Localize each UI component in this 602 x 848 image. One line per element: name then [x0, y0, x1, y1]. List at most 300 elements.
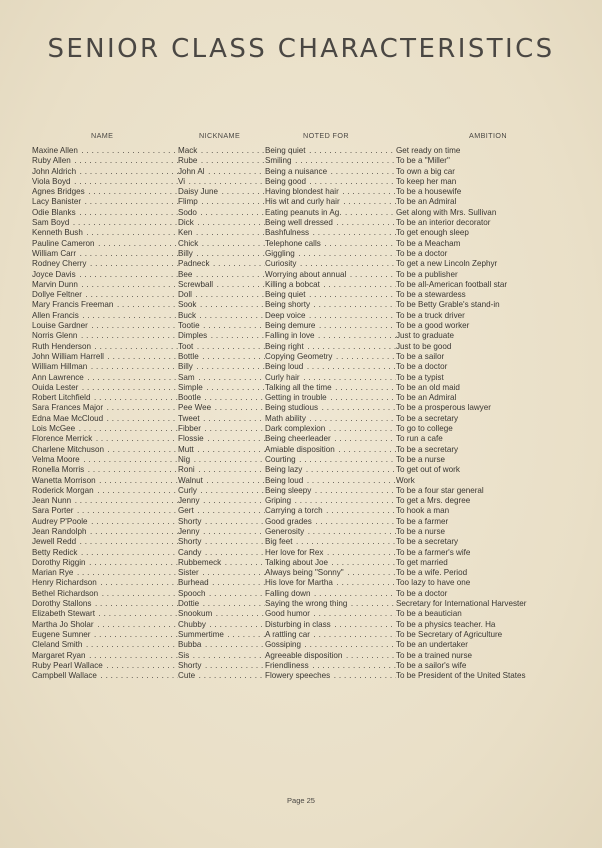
- cell-text: Her love for Rex: [265, 547, 324, 557]
- cell-text: To be a beautician: [396, 609, 462, 619]
- cell-text: Copying Geometry: [265, 351, 333, 361]
- cell-text: To be a "Miller": [396, 156, 450, 166]
- cell-ambition: [396, 506, 586, 516]
- header-ambition: AMBITION: [469, 131, 507, 140]
- table-row: [0, 383, 602, 393]
- cell-noted-for: [265, 383, 396, 393]
- cell-name: [32, 414, 178, 424]
- cell-text: To get out of work: [396, 465, 460, 475]
- cell-text: Being right: [265, 341, 304, 351]
- cell-ambition: [396, 311, 586, 321]
- cell-text: To get a new Lincoln Zephyr: [396, 259, 498, 269]
- cell-nickname: [178, 362, 265, 372]
- cell-noted-for: [265, 609, 396, 619]
- cell-text: Bootle: [178, 393, 201, 403]
- table-row: [0, 424, 602, 434]
- cell-text: His wit and curly hair: [265, 197, 340, 207]
- cell-name: [32, 362, 178, 372]
- cell-text: Daisy June: [178, 187, 219, 197]
- cell-noted-for: [265, 578, 396, 588]
- cell-text: Bottle: [178, 351, 199, 361]
- table-row: [0, 187, 602, 197]
- cell-text: Bubba: [178, 640, 202, 650]
- cell-text: To get married: [396, 557, 448, 567]
- cell-text: Having blondest hair: [265, 187, 339, 197]
- cell-name: [32, 630, 178, 640]
- table-row: [0, 609, 602, 619]
- cell-text: Snookum: [178, 609, 213, 619]
- cell-text: Falling in love: [265, 331, 315, 341]
- cell-text: Ruby Pearl Wallace: [32, 660, 103, 670]
- cell-name: [32, 167, 178, 177]
- cell-text: Betty Redick: [32, 547, 78, 557]
- cell-nickname: [178, 568, 265, 578]
- table-row: [0, 228, 602, 238]
- cell-noted-for: [265, 517, 396, 527]
- cell-name: [32, 558, 178, 568]
- cell-nickname: [178, 239, 265, 249]
- cell-name: [32, 156, 178, 166]
- cell-text: To be President of the United States: [396, 671, 526, 681]
- cell-ambition: [396, 589, 586, 599]
- table-row: [0, 270, 602, 280]
- cell-text: Burhead: [178, 578, 209, 588]
- cell-ambition: [396, 383, 586, 393]
- cell-text: To be a publisher: [396, 269, 458, 279]
- cell-text: Griping: [265, 496, 292, 506]
- cell-noted-for: [265, 373, 396, 383]
- cell-name: [32, 424, 178, 434]
- cell-text: Sara Porter: [32, 506, 74, 516]
- cell-ambition: [396, 434, 586, 444]
- cell-name: [32, 403, 178, 413]
- cell-name: [32, 249, 178, 259]
- cell-text: Good grades: [265, 516, 312, 526]
- cell-noted-for: [265, 403, 396, 413]
- cell-nickname: [178, 187, 265, 197]
- cell-text: Screwball: [178, 279, 214, 289]
- table-row: [0, 259, 602, 269]
- cell-name: [32, 445, 178, 455]
- page-number: Page 25: [287, 796, 315, 805]
- table-row: [0, 167, 602, 177]
- cell-text: Henry Richardson: [32, 578, 97, 588]
- cell-text: Jean Nunn: [32, 496, 72, 506]
- table-row: [0, 218, 602, 228]
- cell-noted-for: [265, 661, 396, 671]
- cell-name: [32, 342, 178, 352]
- cell-ambition: [396, 403, 586, 413]
- cell-text: William Carr: [32, 248, 77, 258]
- cell-text: Rube: [178, 156, 198, 166]
- table-row: [0, 290, 602, 300]
- cell-text: Lois McGee: [32, 424, 76, 434]
- cell-text: Just to be good: [396, 341, 452, 351]
- cell-noted-for: [265, 197, 396, 207]
- cell-nickname: [178, 558, 265, 568]
- cell-text: Jenny: [178, 526, 200, 536]
- cell-text: Fibber: [178, 424, 201, 434]
- cell-nickname: [178, 383, 265, 393]
- cell-text: Florence Merrick: [32, 434, 93, 444]
- cell-name: [32, 290, 178, 300]
- table-row: [0, 197, 602, 207]
- cell-noted-for: [265, 177, 396, 187]
- cell-name: [32, 331, 178, 341]
- cell-name: [32, 321, 178, 331]
- cell-text: Roderick Morgan: [32, 485, 94, 495]
- cell-text: To be a sailor: [396, 351, 445, 361]
- cell-text: To go to college: [396, 424, 453, 434]
- cell-text: Norris Glenn: [32, 331, 78, 341]
- cell-text: Sam: [178, 372, 195, 382]
- cell-name: [32, 352, 178, 362]
- cell-nickname: [178, 548, 265, 558]
- cell-text: Tootie: [178, 321, 200, 331]
- cell-nickname: [178, 527, 265, 537]
- cell-text: To be a housewife: [396, 187, 462, 197]
- table-row: [0, 671, 602, 681]
- cell-nickname: [178, 146, 265, 156]
- cell-nickname: [178, 156, 265, 166]
- table-row: [0, 311, 602, 321]
- cell-text: To be a good worker: [396, 321, 470, 331]
- table-row: [0, 342, 602, 352]
- cell-nickname: [178, 486, 265, 496]
- cell-ambition: [396, 218, 586, 228]
- cell-text: John Aldrich: [32, 166, 77, 176]
- table-row: [0, 476, 602, 486]
- cell-text: Sara Frances Major: [32, 403, 104, 413]
- cell-name: [32, 393, 178, 403]
- cell-noted-for: [265, 568, 396, 578]
- cell-name: [32, 620, 178, 630]
- cell-name: [32, 373, 178, 383]
- cell-text: To be a wife. Period: [396, 568, 468, 578]
- cell-text: Jewell Redd: [32, 537, 77, 547]
- cell-ambition: [396, 548, 586, 558]
- cell-text: Get ready on time: [396, 146, 461, 155]
- cell-nickname: [178, 599, 265, 609]
- cell-text: To be a prosperous lawyer: [396, 403, 491, 413]
- cell-ambition: [396, 321, 586, 331]
- table-row: [0, 362, 602, 372]
- cell-text: Doll: [178, 290, 192, 300]
- cell-text: Lacy Banister: [32, 197, 82, 207]
- cell-text: Being a nuisance: [265, 166, 328, 176]
- cell-text: Elizabeth Stewart: [32, 609, 95, 619]
- cell-text: Sodo: [178, 207, 197, 217]
- cell-text: Being lazy: [265, 465, 303, 475]
- cell-ambition: [396, 578, 586, 588]
- cell-text: Bee: [178, 269, 193, 279]
- cell-ambition: [396, 486, 586, 496]
- cell-noted-for: [265, 362, 396, 372]
- table-row: [0, 506, 602, 516]
- cell-noted-for: [265, 434, 396, 444]
- cell-text: To get a Mrs. degree: [396, 496, 471, 506]
- cell-text: Rubbemeck: [178, 557, 222, 567]
- cell-text: Buck: [178, 310, 196, 320]
- cell-noted-for: [265, 187, 396, 197]
- cell-text: Maxine Allen: [32, 146, 78, 155]
- cell-ambition: [396, 599, 586, 609]
- cell-name: [32, 506, 178, 516]
- cell-name: [32, 548, 178, 558]
- cell-text: To be an Admiral: [396, 393, 457, 403]
- cell-nickname: [178, 280, 265, 290]
- cell-text: Marvin Dunn: [32, 279, 78, 289]
- cell-text: Spooch: [178, 588, 206, 598]
- table-row: [0, 630, 602, 640]
- cell-ambition: [396, 290, 586, 300]
- cell-text: To be a secretary: [396, 444, 459, 454]
- cell-ambition: [396, 331, 586, 341]
- cell-text: To be a physics teacher. Ha: [396, 619, 496, 629]
- cell-text: Mary Francis Freeman: [32, 300, 114, 310]
- cell-ambition: [396, 465, 586, 475]
- cell-name: [32, 640, 178, 650]
- cell-text: To hook a man: [396, 506, 450, 516]
- cell-noted-for: [265, 249, 396, 259]
- cell-text: To be an undertaker: [396, 640, 468, 650]
- cell-text: Being sleepy: [265, 485, 312, 495]
- cell-text: Curly: [178, 485, 197, 495]
- cell-name: [32, 517, 178, 527]
- cell-nickname: [178, 640, 265, 650]
- cell-text: To be a doctor: [396, 362, 448, 372]
- cell-text: Being loud: [265, 362, 304, 372]
- cell-text: Flimp: [178, 197, 198, 207]
- cell-ambition: [396, 630, 586, 640]
- cell-name: [32, 496, 178, 506]
- cell-text: Bethel Richardson: [32, 588, 99, 598]
- cell-nickname: [178, 300, 265, 310]
- cell-text: To be a nurse: [396, 454, 446, 464]
- table-row: [0, 455, 602, 465]
- cell-text: Vi: [178, 176, 186, 186]
- cell-nickname: [178, 403, 265, 413]
- cell-name: [32, 527, 178, 537]
- cell-ambition: [396, 228, 586, 238]
- cell-ambition: [396, 300, 586, 310]
- table-row: [0, 321, 602, 331]
- cell-text: Allen Francis: [32, 310, 79, 320]
- cell-name: [32, 259, 178, 269]
- cell-nickname: [178, 331, 265, 341]
- cell-text: Get along with Mrs. Sullivan: [396, 207, 497, 217]
- cell-name: [32, 589, 178, 599]
- cell-text: Talking about Joe: [265, 557, 328, 567]
- cell-text: Nig: [178, 454, 191, 464]
- cell-text: To be a doctor: [396, 588, 448, 598]
- cell-nickname: [178, 630, 265, 640]
- cell-nickname: [178, 197, 265, 207]
- cell-ambition: [396, 455, 586, 465]
- cell-text: Audrey P'Poole: [32, 516, 88, 526]
- cell-ambition: [396, 620, 586, 630]
- cell-text: To be Secretary of Agriculture: [396, 629, 503, 639]
- cell-text: To get enough sleep: [396, 228, 469, 238]
- cell-ambition: [396, 640, 586, 650]
- cell-ambition: [396, 517, 586, 527]
- cell-text: Being good: [265, 176, 306, 186]
- cell-text: Shorty: [178, 660, 202, 670]
- cell-text: Ruth Henderson: [32, 341, 91, 351]
- cell-nickname: [178, 167, 265, 177]
- cell-text: Agnes Bridges: [32, 187, 85, 197]
- cell-ambition: [396, 476, 586, 486]
- cell-text: Amiable disposition: [265, 444, 335, 454]
- cell-name: [32, 187, 178, 197]
- cell-text: Agreeable disposition: [265, 650, 343, 660]
- cell-name: [32, 434, 178, 444]
- cell-text: Pee Wee: [178, 403, 212, 413]
- cell-nickname: [178, 311, 265, 321]
- cell-text: Dark complexion: [265, 424, 326, 434]
- cell-nickname: [178, 208, 265, 218]
- cell-text: Ruby Allen: [32, 156, 71, 166]
- cell-text: Dorothy Stallons: [32, 599, 92, 609]
- cell-ambition: [396, 362, 586, 372]
- cell-noted-for: [265, 589, 396, 599]
- cell-noted-for: [265, 455, 396, 465]
- cell-text: Sook: [178, 300, 197, 310]
- cell-noted-for: [265, 537, 396, 547]
- cell-text: Shorty: [178, 537, 202, 547]
- cell-text: Dimples: [178, 331, 208, 341]
- cell-text: Tweet: [178, 413, 200, 423]
- cell-name: [32, 568, 178, 578]
- cell-text: To run a cafe: [396, 434, 443, 444]
- cell-text: To be Betty Grable's stand-in: [396, 300, 500, 310]
- cell-text: Bashfulness: [265, 228, 310, 238]
- table-row: [0, 373, 602, 383]
- cell-nickname: [178, 414, 265, 424]
- cell-text: Pauline Cameron: [32, 238, 95, 248]
- cell-text: To be a stewardess: [396, 290, 466, 300]
- cell-noted-for: [265, 167, 396, 177]
- cell-ambition: [396, 651, 586, 661]
- cell-nickname: [178, 218, 265, 228]
- table-row: [0, 465, 602, 475]
- cell-name: [32, 465, 178, 475]
- cell-text: Charlene Mitchuson: [32, 444, 104, 454]
- cell-text: To be a typist: [396, 372, 444, 382]
- cell-noted-for: [265, 218, 396, 228]
- cell-text: To be a four star general: [396, 485, 484, 495]
- cell-text: Roni: [178, 465, 195, 475]
- table-row: [0, 558, 602, 568]
- cell-text: Dorothy Riggin: [32, 557, 86, 567]
- cell-name: [32, 599, 178, 609]
- table-row: [0, 599, 602, 609]
- cell-text: Toot: [178, 341, 194, 351]
- cell-nickname: [178, 228, 265, 238]
- cell-noted-for: [265, 270, 396, 280]
- cell-text: To be a sailor's wife: [396, 660, 467, 670]
- cell-text: Wanetta Morrison: [32, 475, 96, 485]
- cell-name: [32, 651, 178, 661]
- table-row: [0, 177, 602, 187]
- cell-ambition: [396, 342, 586, 352]
- cell-noted-for: [265, 156, 396, 166]
- cell-ambition: [396, 568, 586, 578]
- characteristics-table: [0, 146, 602, 681]
- cell-noted-for: [265, 393, 396, 403]
- table-row: [0, 548, 602, 558]
- cell-noted-for: [265, 445, 396, 455]
- cell-text: Velma Moore: [32, 454, 80, 464]
- table-row: [0, 578, 602, 588]
- cell-text: Talking all the time: [265, 382, 332, 392]
- cell-nickname: [178, 177, 265, 187]
- cell-text: To be a Meacham: [396, 238, 461, 248]
- cell-text: To be an old maid: [396, 382, 460, 392]
- cell-name: [32, 300, 178, 310]
- cell-name: [32, 208, 178, 218]
- cell-text: Simple: [178, 382, 203, 392]
- cell-noted-for: [265, 342, 396, 352]
- cell-text: Being cheerleader: [265, 434, 331, 444]
- cell-text: Being loud: [265, 475, 304, 485]
- cell-nickname: [178, 290, 265, 300]
- cell-text: Jean Randolph: [32, 526, 87, 536]
- cell-text: Being quiet: [265, 146, 306, 155]
- cell-ambition: [396, 208, 586, 218]
- table-row: [0, 352, 602, 362]
- cell-noted-for: [265, 239, 396, 249]
- cell-text: To be all-American football star: [396, 279, 508, 289]
- cell-text: Being studious: [265, 403, 319, 413]
- table-row: [0, 414, 602, 424]
- table-row: [0, 486, 602, 496]
- cell-ambition: [396, 424, 586, 434]
- cell-noted-for: [265, 671, 396, 681]
- cell-nickname: [178, 661, 265, 671]
- cell-text: Margaret Ryan: [32, 650, 86, 660]
- cell-text: To be a trained nurse: [396, 650, 473, 660]
- table-row: [0, 146, 602, 156]
- cell-noted-for: [265, 208, 396, 218]
- cell-noted-for: [265, 599, 396, 609]
- cell-noted-for: [265, 558, 396, 568]
- cell-nickname: [178, 537, 265, 547]
- cell-name: [32, 218, 178, 228]
- cell-noted-for: [265, 496, 396, 506]
- cell-nickname: [178, 651, 265, 661]
- cell-text: Work: [396, 475, 415, 485]
- cell-ambition: [396, 445, 586, 455]
- cell-text: Generosity: [265, 526, 305, 536]
- cell-text: Saying the wrong thing: [265, 599, 348, 609]
- table-row: [0, 517, 602, 527]
- cell-noted-for: [265, 311, 396, 321]
- cell-text: Gossiping: [265, 640, 301, 650]
- cell-ambition: [396, 496, 586, 506]
- cell-text: Martha Jo Sholar: [32, 619, 94, 629]
- cell-ambition: [396, 352, 586, 362]
- cell-name: [32, 311, 178, 321]
- cell-text: To be a farmer's wife: [396, 547, 471, 557]
- cell-nickname: [178, 373, 265, 383]
- cell-name: [32, 146, 178, 156]
- table-row: [0, 393, 602, 403]
- cell-text: Sister: [178, 568, 199, 578]
- cell-text: To keep her man: [396, 176, 457, 186]
- cell-text: Campbell Wallace: [32, 671, 97, 681]
- cell-text: Curly hair: [265, 372, 300, 382]
